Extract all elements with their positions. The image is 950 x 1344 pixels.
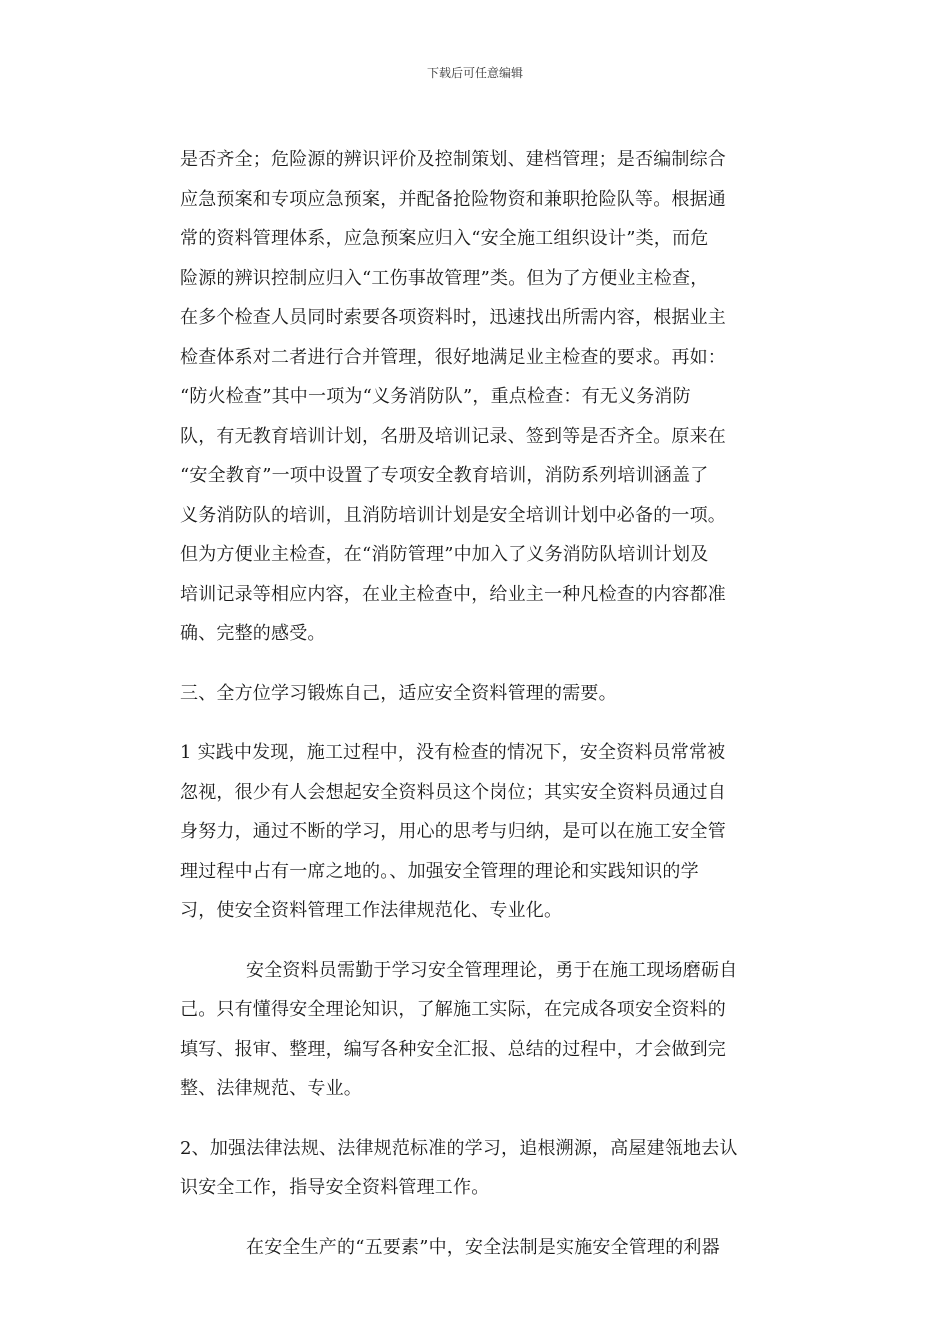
text-line: “安全教育”一项中设置了专项安全教育培训，消防系列培训涵盖了	[180, 465, 709, 486]
text-line: 队，有无教育培训计划，名册及培训记录、签到等是否齐全。原来在	[180, 425, 726, 447]
paragraph-gap	[180, 931, 770, 951]
paragraph-gap	[180, 654, 770, 674]
text-line: 培训记录等相应内容，在业主检查中，给业主一种凡检查的内容都准	[180, 583, 726, 605]
page-header: 下载后可任意编辑	[426, 66, 523, 80]
text-line: 理过程中占有一席之地的。、加强安全管理的理论和实践知识的学	[180, 860, 699, 882]
text-line: 是否齐全；危险源的辨识评价及控制策划、建档管理；是否编制综合	[180, 149, 726, 170]
text-line: 1 实践中发现，施工过程中，没有检查的情况下，安全资料员常常被	[180, 742, 726, 763]
paragraph-gap	[180, 1208, 770, 1228]
text-line: 在安全生产的“五要素”中，安全法制是实施安全管理的利器	[246, 1236, 720, 1258]
text-line: 整、法律规范、专业。	[180, 1078, 362, 1099]
text-line: 应急预案和专项应急预案，并配备抢险物资和兼职抢险队等。根据通	[180, 188, 726, 210]
text-line: 在多个检查人员同时索要各项资料时，迅速找出所需内容，根据业主	[180, 307, 726, 328]
text-line: 检查体系对二者进行合并管理，很好地满足业主检查的要求。再如：	[180, 346, 726, 368]
text-line: 安全资料员需勤于学习安全管理理论，勇于在施工现场磨砺自	[246, 959, 738, 981]
text-line: 填写、报审、整理，编写各种安全汇报、总结的过程中，才会做到完	[180, 1038, 726, 1060]
paragraph-6	[180, 1228, 770, 1268]
text-line: 常的资料管理体系，应急预案应归入“安全施工组织设计”类，而危	[180, 228, 709, 249]
text-line: 2、加强法律法规、法律规范标准的学习，追根溯源，高屋建瓴地去认	[180, 1137, 738, 1159]
text-line: 忽视，很少有人会想起安全资料员这个岗位；其实安全资料员通过自	[180, 781, 726, 803]
document-body	[180, 140, 770, 1267]
text-line: 险源的辨识控制应归入“工伤事故管理”类。但为了方便业主检查，	[180, 267, 709, 289]
paragraph-gap	[180, 1109, 770, 1129]
text-line: “防火检查”其中一项为“义务消防队”，重点检查：有无义务消防	[180, 386, 691, 407]
text-line: 身努力，通过不断的学习，用心的思考与归纳，是可以在施工安全管	[180, 821, 726, 842]
paragraph-gap	[180, 713, 770, 733]
paragraph-1	[180, 140, 770, 654]
paragraph-4	[180, 951, 770, 1109]
section-heading	[180, 674, 770, 714]
text-line: 义务消防队的培训，且消防培训计划是安全培训计划中必备的一项。	[180, 504, 726, 526]
text-line: 己。只有懂得安全理论知识，了解施工实际，在完成各项安全资料的	[180, 999, 726, 1020]
text-line: 三、全方位学习锻炼自己，适应安全资料管理的需要。	[180, 682, 617, 704]
paragraph-5	[180, 1129, 770, 1208]
paragraph-3	[180, 733, 770, 931]
text-line: 但为方便业主检查，在“消防管理”中加入了义务消防队培训计划及	[180, 544, 709, 565]
text-line: 确、完整的感受。	[180, 623, 326, 644]
text-line: 习，使安全资料管理工作法律规范化、专业化。	[180, 900, 563, 921]
text-line: 识安全工作，指导安全资料管理工作。	[180, 1177, 490, 1198]
